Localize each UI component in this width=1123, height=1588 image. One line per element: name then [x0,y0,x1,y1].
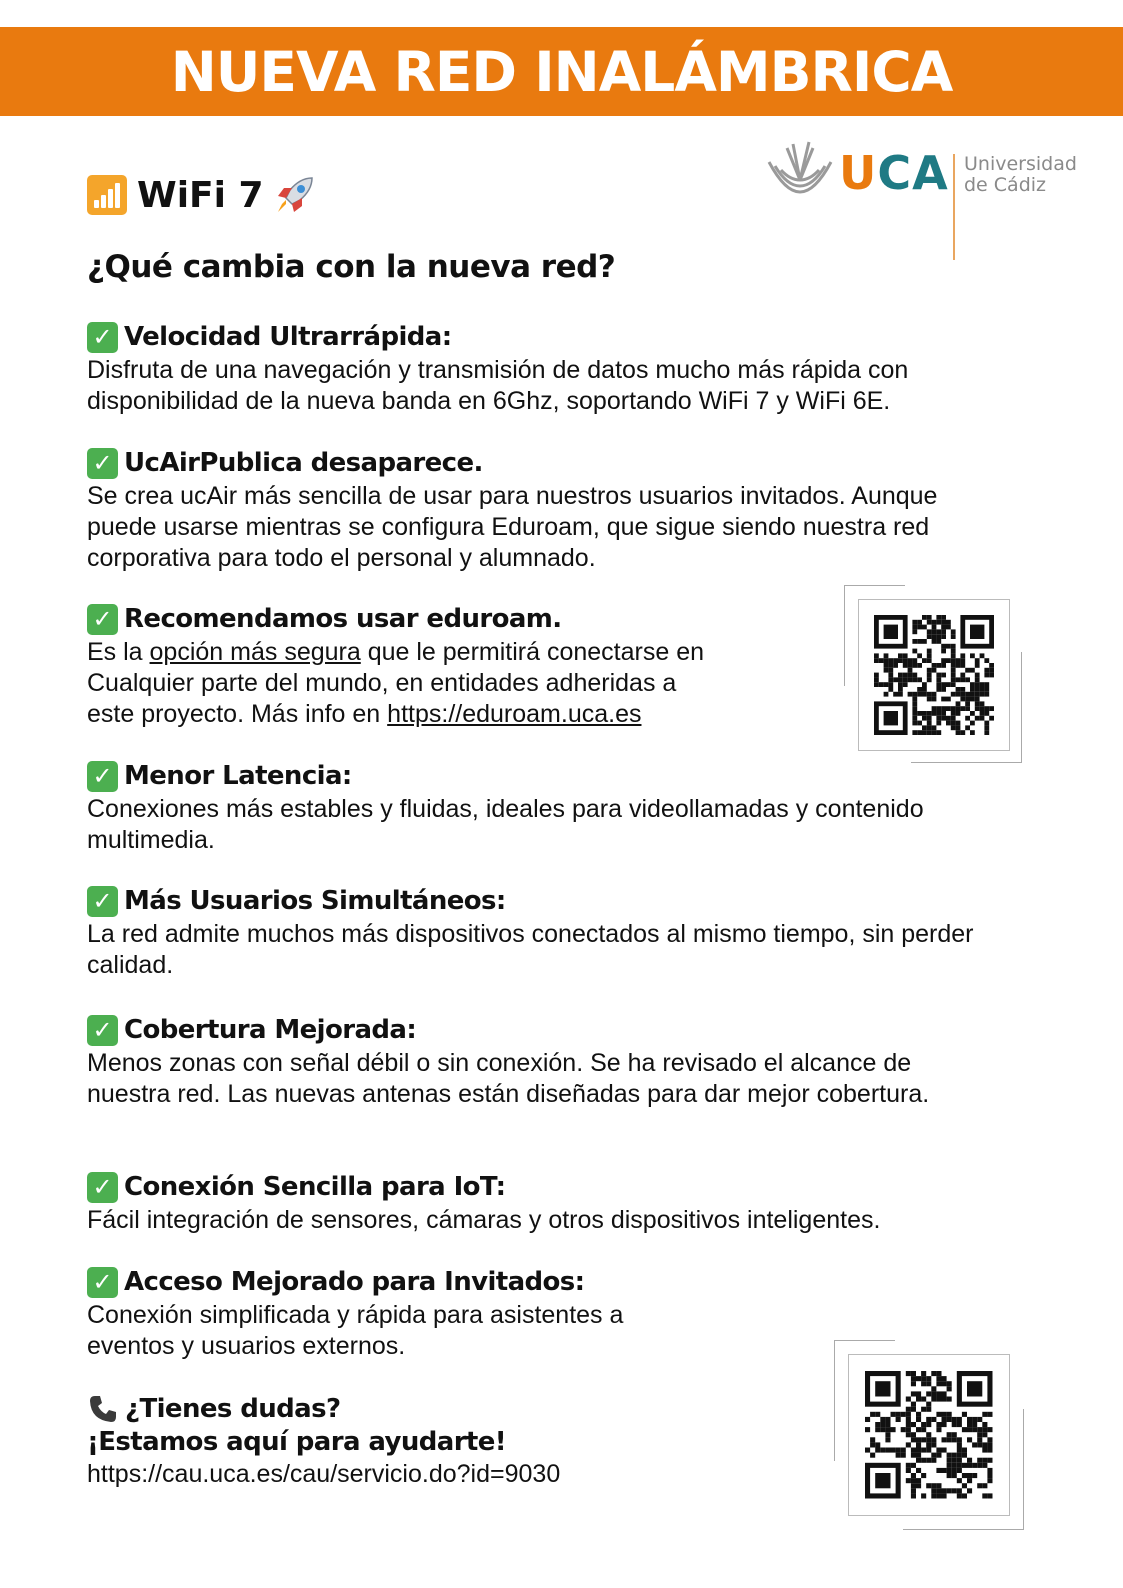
body-line: nuestra red. Las nuevas antenas están diseñadas para dar mejor cobertura. [87,1080,930,1108]
body-line: Fácil integración de sensores, cámaras y otros dispositivos inteligentes. [87,1206,881,1234]
contact-footer [87,1392,560,1489]
body-line: multimedia. [87,826,215,854]
check-icon: ✓ [87,1015,118,1046]
section-latency [87,759,924,856]
university-line1: Universidad [964,153,1077,175]
title-banner [0,27,1123,116]
check-icon: ✓ [87,761,118,792]
section-title: Velocidad Ultrarrápida: [124,322,452,352]
uca-u: U [839,146,878,200]
wifi-title: WiFi 7 [137,174,264,216]
section-title: Menor Latencia: [124,761,352,791]
university-line2: de Cádiz [964,174,1047,196]
check-icon: ✓ [87,322,118,353]
eduroam-link[interactable]: https://eduroam.uca.es [387,700,642,728]
section-guests [87,1265,623,1362]
wifi-heading [87,174,316,216]
body-line: La red admite muchos más dispositivos conectados al mismo tiempo, sin perder [87,920,974,948]
cau-url[interactable]: https://cau.uca.es/cau/servicio.do?id=9030 [87,1460,561,1488]
question-heading: ¿Qué cambia con la nueva red? [87,249,616,285]
section-title: Conexión Sencilla para IoT: [124,1172,506,1202]
body-line: Disfruta de una navegación y transmisión de datos mucho más rápida con [87,356,909,384]
body-text: este proyecto. Más info en [87,700,388,728]
body-line [87,637,704,668]
section-body [87,481,937,574]
section-body [87,794,924,856]
section-coverage [87,1013,929,1110]
section-body [87,355,908,417]
section-body [87,919,974,981]
check-icon: ✓ [87,604,118,635]
section-title: Acceso Mejorado para Invitados: [124,1267,585,1297]
body-line: Menos zonas con señal débil o sin conexión. Se ha revisado el alcance de [87,1049,912,1077]
check-icon: ✓ [87,886,118,917]
section-ucairpublica [87,446,937,574]
body-line: Cualquier parte del mundo, en entidades adheridas a [87,669,677,697]
section-body [87,1300,623,1362]
section-body [87,1048,929,1110]
section-title: Más Usuarios Simultáneos: [124,886,506,916]
body-text: Es la [87,638,150,666]
section-iot [87,1170,880,1236]
body-line: puede usarse mientras se configura Eduroam, que sigue siendo nuestra red [87,513,930,541]
check-icon: ✓ [87,1267,118,1298]
footer-question: ¿Tienes dudas? [125,1393,341,1424]
page-title: NUEVA RED INALÁMBRICA [170,39,953,104]
section-body [87,1205,880,1236]
body-line: Conexión simplificada y rápida para asistentes a [87,1301,624,1329]
body-line: corporativa para todo el personal y alumnado. [87,544,596,572]
logo-divider [953,154,955,260]
footer-help: ¡Estamos aquí para ayudarte! [87,1427,507,1457]
body-line: eventos y usuarios externos. [87,1332,406,1360]
body-line: calidad. [87,951,174,979]
uca-logo [765,140,1085,265]
university-name [964,154,1077,196]
section-eduroam [87,602,704,730]
body-line: Se crea ucAir más sencilla de usar para nuestros usuarios invitados. Aunque [87,482,938,510]
section-title: UcAirPublica desaparece. [124,448,483,478]
uca-emblem-icon [765,140,835,196]
check-icon: ✓ [87,1172,118,1203]
section-title: Recomendamos usar eduroam. [124,604,562,634]
check-icon: ✓ [87,448,118,479]
section-users [87,884,974,981]
body-line: disponibilidad de la nueva banda en 6Ghz, soportando WiFi 7 y WiFi 6E. [87,387,891,415]
section-title: Cobertura Mejorada: [124,1015,417,1045]
cau-qr-code [834,1340,1024,1530]
body-line [87,699,704,730]
eduroam-qr-code [844,585,1022,763]
section-speed [87,320,908,417]
signal-bars-icon [87,175,127,215]
section-body [87,637,704,730]
qr-pattern-2 [849,1355,1009,1515]
uca-wordmark [839,146,949,200]
uca-ca: CA [877,146,949,200]
rocket-icon [274,174,316,216]
phone-icon [87,1393,119,1425]
body-text: que le permitirá conectarse en [360,638,705,666]
secure-option-text: opción más segura [149,638,361,666]
qr-pattern-1 [859,600,1009,750]
body-line: Conexiones más estables y fluidas, ideales para videollamadas y contenido [87,795,924,823]
